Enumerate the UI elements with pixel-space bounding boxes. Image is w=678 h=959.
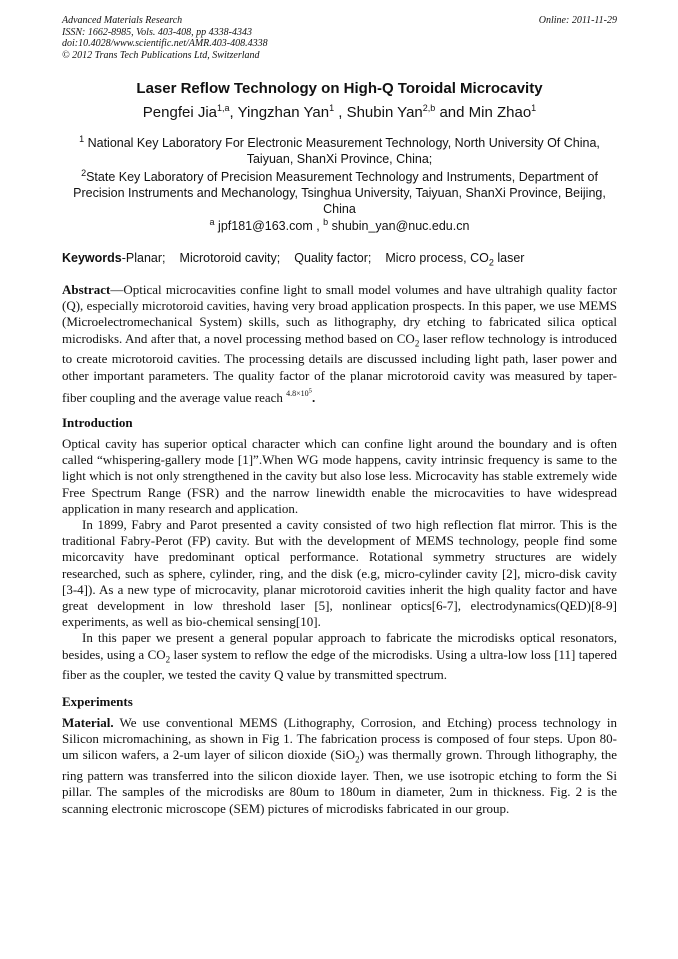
author-2: , Yingzhan Yan: [229, 104, 330, 121]
online-date: Online: 2011-11-29: [538, 15, 617, 26]
issn: ISSN: 1662-8985, Vols. 403-408, pp 4338-4343: [62, 26, 252, 38]
intro-paragraph-1: Optical cavity has superior optical character which can confine light around the boundary and is often called “whispering-gallery mode [1]”.When WG mode happens, cavity intrinsic frequency is same to the light which is not only strengthened in the cavity but also lose less. Microcavity has stable extremely wide Free Spectrum Range (FSR) and the narrow linewidth enable the microcavities to have widespread application in many research and application.: [62, 436, 617, 516]
intro-paragraph-2: In 1899, Fabry and Parot presented a cavity consisted of two high reflection flat mirror. This is the traditional Fabry-Perot (FP) cavity. But with the development of MEMS technology, people find some micorcavity have predominant optical performance. Rotational symmetry structures are widely researched, such as sphere, cylinder, ring, and the disk (e.g, micro-cylinder cavity [2], micro-disk cavity [3-4]). As a new type of microcavity, planar microtoroid cavities inherit the high quality factor and have great development in low threshold laser [5], nonlinear optics[6-7], electrodynamics(QED)[8-9] experiments, as well as bio-chemical sensing[10].: [62, 517, 617, 630]
q-value: 4.8×105: [286, 387, 312, 399]
abstract: Abstract—Optical microcavities confine light to small model volumes and have ultrahigh quality factor (Q), especially microtoroid cavities, having very broad application prospects. In this paper, we use MEMS (Microelectromechanical System) skills, such as lithography, dry etching to fabricated silica optical microdisks. And after that, a novel processing method based on $CO_2$ laser reflow technology is introduced to create microtoroid cavities. The processing details are discussed including light path, laser power and other important parameters. The quality factor of the planar microtoroid cavity was measured by taper-fiber coupling and the average value reach $^{4.8\times 10^5}$.: [62, 282, 617, 405]
author-4: and Min Zhao: [435, 104, 532, 121]
email-a[interactable]: jpf181@163.com ,: [214, 219, 324, 234]
email-b[interactable]: shubin_yan@nuc.edu.cn: [328, 219, 470, 234]
affiliation-2: $^2$State Key Laboratory of Precision Measurement Technology and Instruments, Department of Precision Instruments and Mechanology, Tsinghua University, Taiyuan, ShanXi Province, Beijing, China: [73, 168, 606, 217]
author-1: Pengfei Jia: [142, 104, 218, 121]
author-3: , Shubin Yan: [334, 104, 423, 121]
author-list: Pengfei Jia$^{1,a}$, Yingzhan Yan$^1$ , Shubin Yan$^{2,b}$ and Min Zhao$^1$: [142, 103, 537, 121]
keywords-label: Keywords: [62, 251, 122, 265]
author-emails: $^a$ jpf181@163.com , $^b$ shubin_yan@nuc.edu.cn: [209, 217, 470, 234]
intro-paragraph-3: In this paper we present a general popular approach to fabricate the microdisks optical resonators, besides, using a $CO_2$ laser system to reflow the edge of the microdisks. Using a ultra-low loss [11] tapered fiber as the coupler, we tested the cavity Q value by transmitted spectrum.: [62, 630, 617, 683]
experiments-section: Material. We use conventional MEMS (Lithography, Corrosion, and Etching) process technology in Silicon micromachining, as shown in Fig 1. The fabrication process is composed of four steps. Upon 80-um silicon wafers, a 2-um layer of silicon dioxide (SiO$_2$) was thermally grown. Through lithography, the ring pattern was transferred into the silicon dioxide layer. Then, we use isotropic etching to form the Si pillar. The samples of the microdisks are 80um to 180um in diameter, 2um in thickness. Fig. 2 is the scanning electronic microscope (SEM) pictures of microdisks fabricated in our group.: [62, 715, 617, 816]
experiments-heading: Experiments: [62, 694, 133, 709]
paper-title: Laser Reflow Technology on High-Q Toroidal Microcavity: [136, 80, 543, 97]
keywords: Keywords-Planar; Microtoroid cavity; Quality factor; Micro process, $CO_2$ laser: [62, 251, 525, 268]
journal-name: Advanced Materials Research: [62, 15, 183, 26]
material-label: Material.: [62, 715, 114, 730]
affiliation-1: $^1$ National Key Laboratory For Electronic Measurement Technology, North University Of China, Taiyuan, ShanXi Province, China;: [79, 134, 600, 167]
introduction-section: [62, 436, 617, 684]
introduction-heading: Introduction: [62, 415, 133, 430]
abstract-label: Abstract: [62, 282, 111, 297]
journal-header: [62, 15, 617, 61]
copyright: © 2012 Trans Tech Publications Ltd, Switzerland: [62, 49, 260, 61]
doi: doi:10.4028/www.scientific.net/AMR.403-408.4338: [62, 38, 268, 49]
